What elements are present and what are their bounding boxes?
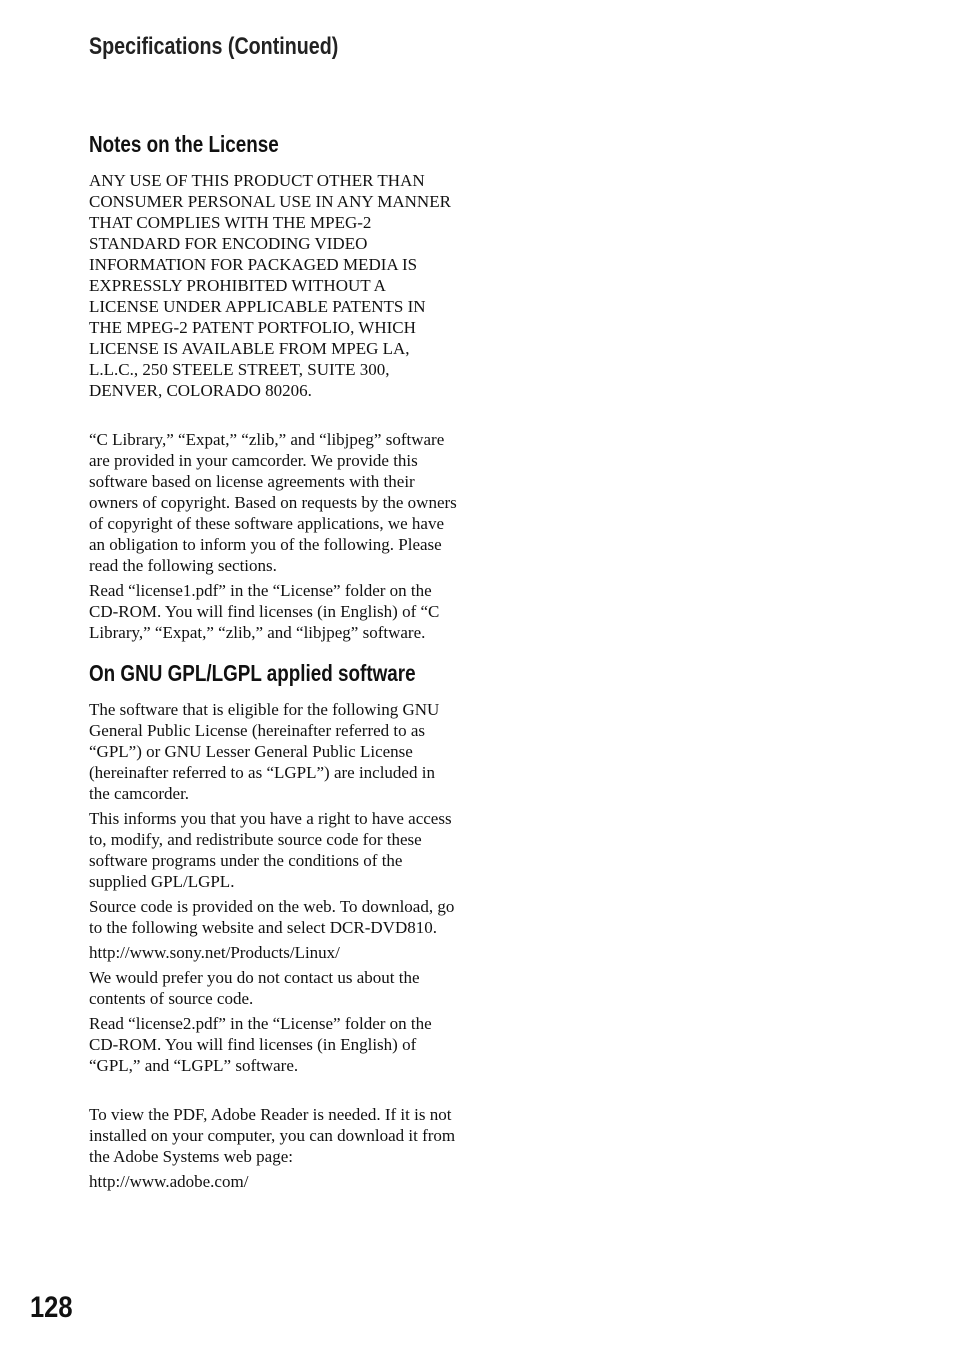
spacer [89, 647, 459, 657]
main-column [89, 128, 459, 1196]
page-number: 128 [30, 1291, 73, 1324]
gpl-eligible-paragraph: The software that is eligible for the following GNU General Public License (hereinafter referred to as “GPL”) or GNU Lesser General Public License (hereinafter referred to as “LGPL”) are included in the camcorder. [89, 700, 440, 803]
mpeg-notice-paragraph: ANY USE OF THIS PRODUCT OTHER THAN CONSUMER PERSONAL USE IN ANY MANNER THAT COMPLIES WITH THE MPEG-2 STANDARD FOR ENCODING VIDEO INFORMATION FOR PACKAGED MEDIA IS EXPRESSLY PROHIBITED WITHOUT A LICENSE UNDER APPLICABLE PATENTS IN THE MPEG-2 PATENT PORTFOLIO, WHICH LICENSE IS AVAILABLE FROM MPEG LA, L.L.C., 250 STEELE STREET, SUITE 300, DENVER, COLORADO 80206. [89, 171, 451, 400]
spacer [89, 405, 459, 429]
license2-note-paragraph: Read “license2.pdf” in the “License” folder on the CD-ROM. You will find licenses (in English) of “GPL,” and “LGPL” software. [89, 1014, 432, 1075]
gpl-heading: On GNU GPL/LGPL applied software [89, 660, 416, 686]
adobe-url[interactable]: http://www.adobe.com/ [89, 1172, 249, 1191]
source-code-paragraph: Source code is provided on the web. To download, go to the following website and select DCR-DVD810. [89, 897, 455, 937]
libraries-intro-paragraph: “C Library,” “Expat,” “zlib,” and “libjpeg” software are provided in your camcorder. We provide this software based on license agreements with their owners of copyright. Based on requests by the owners of copyright of these software applications, we have an obligation to inform you of the following. Please read the following sections. [89, 430, 457, 575]
page-header-title: Specifications (Continued) [89, 33, 339, 60]
no-contact-paragraph: We would prefer you do not contact us about the contents of source code. [89, 968, 420, 1008]
adobe-note-paragraph: To view the PDF, Adobe Reader is needed. If it is not installed on your computer, you can download it from the Adobe Systems web page: [89, 1105, 456, 1166]
gpl-rights-paragraph: This informs you that you have a right to have access to, modify, and redistribute source code for these software programs under the conditions of the supplied GPL/LGPL. [89, 809, 452, 891]
license1-note-paragraph: Read “license1.pdf” in the “License” folder on the CD-ROM. You will find licenses (in English) of “C Library,” “Expat,” “zlib,” and “libjpeg” software. [89, 581, 440, 642]
spacer [89, 1080, 459, 1104]
sony-linux-url[interactable]: http://www.sony.net/Products/Linux/ [89, 943, 340, 962]
license-heading: Notes on the License [89, 131, 279, 157]
